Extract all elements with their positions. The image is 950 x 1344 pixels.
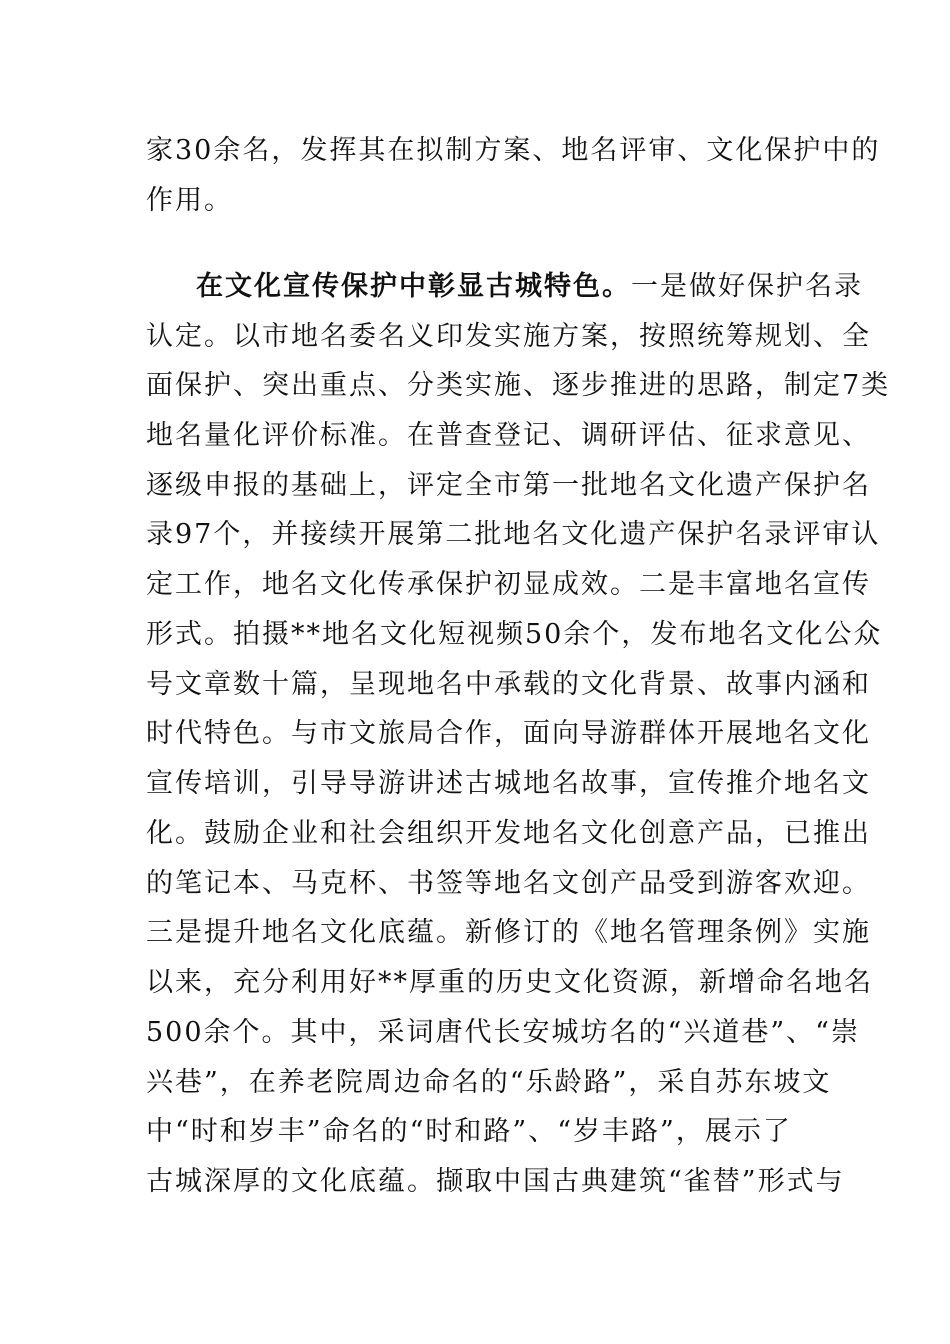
body-text-line: 逐级申报的基础上，评定全市第一批地名文化遗产保护名 [146,470,871,501]
body-text-line: 定工作，地名文化传承保护初显成效。二是丰富地名宣传 [146,569,871,600]
body-text-line: 三是提升地名文化底蕴。新修订的《地名管理条例》实施 [146,917,871,948]
body-text-line: 地名量化评价标准。在普查登记、调研评估、征求意见、 [146,420,871,451]
body-text-line: 500余个。其中，采词唐代长安城坊名的“兴道巷”、“崇 [146,1017,860,1048]
body-text-line: 形式。拍摄**地名文化短视频50余个，发布地名文化公众 [146,619,883,650]
body-text-line: 以来，充分利用好**厚重的历史文化资源，新增命名地名 [146,967,873,998]
body-text-line: 家30余名，发挥其在拟制方案、地名评审、文化保护中的 [146,135,881,166]
body-text-line: 面保护、突出重点、分类实施、逐步推进的思路，制定7类 [146,370,891,401]
body-text-line: 宣传培训，引导导游讲述古城地名故事，宣传推介地名文 [146,768,871,799]
body-text-line: 认定。以市地名委名义印发实施方案，按照统筹规划、全 [146,321,871,352]
body-text-line: 号文章数十篇，呈现地名中承载的文化背景、故事内涵和 [146,669,871,700]
paragraph-first-line [196,262,863,312]
body-text-span: 一是做好保护名录 [631,271,863,302]
body-text-line: 中“时和岁丰”命名的“时和路”、“岁丰路”，展示了 [146,1116,792,1147]
body-text-line: 古城深厚的文化底蕴。撷取中国古典建筑“雀替”形式与 [146,1166,845,1197]
body-text-line: 的笔记本、马克杯、书签等地名文创产品受到游客欢迎。 [146,868,871,899]
section-heading: 在文化宣传保护中彰显古城特色。 [196,271,631,302]
body-text-line: 化。鼓励企业和社会组织开发地名文化创意产品，已推出 [146,818,871,849]
body-text-line: 作用。 [146,185,233,216]
body-text-line: 时代特色。与市文旅局合作，面向导游群体开展地名文化 [146,718,871,749]
body-text-line: 兴巷”，在养老院周边命名的“乐龄路”，采自苏东坡文 [146,1067,832,1098]
body-text-line: 录97个，并接续开展第二批地名文化遗产保护名录评审认 [146,519,881,550]
